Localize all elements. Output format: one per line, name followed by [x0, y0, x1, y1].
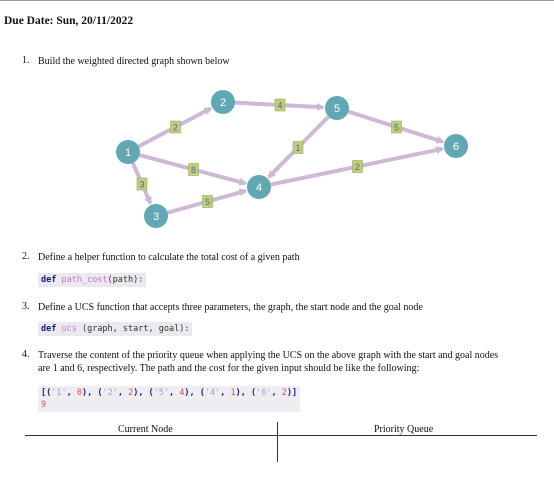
output-comma: ,	[220, 388, 231, 398]
edge-weight-label: 5	[393, 122, 400, 133]
code-func-name: path_cost	[61, 275, 108, 285]
q4-text	[38, 349, 548, 375]
graph-node-label: 3	[152, 211, 160, 223]
q2-code	[38, 273, 146, 287]
code-func-name: ucs	[61, 324, 77, 334]
q2-number: 2.	[22, 251, 30, 262]
graph-node-label: 6	[452, 141, 460, 153]
output-cost: 4	[179, 388, 185, 398]
table-header-rule	[25, 435, 537, 436]
q2-text: Define a helper function to calculate the total cost of a given path	[38, 252, 300, 263]
table-header-priority-queue: Priority Queue	[374, 424, 434, 435]
q3-text: Define a UCS function that accepts three parameters, the graph, the start node and the goal node	[38, 302, 423, 313]
output-cost: 2	[128, 388, 134, 398]
graph-node-label: 5	[333, 103, 341, 115]
output-separator: ), (	[235, 388, 257, 398]
q4-text-line2: are 1 and 6, respectively. The path and the cost for the given input should be like the following:	[38, 363, 420, 374]
output-node: '4'	[204, 388, 221, 398]
table-column-divider	[277, 422, 278, 462]
output-node: '6'	[256, 388, 272, 398]
edge-weight-label: 1	[295, 143, 301, 153]
output-node: '2'	[102, 388, 118, 398]
output-node: '1'	[51, 388, 67, 398]
graph-node-label: 1	[124, 147, 132, 159]
edge-weight-label: 2	[172, 122, 179, 133]
q3-number: 3.	[22, 301, 30, 312]
output-comma: ,	[271, 388, 282, 398]
output-cost: 0	[76, 388, 82, 398]
output-close: )]	[286, 388, 298, 398]
due-date: Due Date: Sun, 20/11/2022	[4, 15, 134, 27]
output-comma: ,	[117, 388, 129, 398]
graph-node-label: 2	[219, 97, 227, 109]
q1-text: Build the weighted directed graph shown below	[38, 56, 230, 67]
edge-weight-label: 3	[139, 179, 145, 190]
code-args: (path):	[107, 275, 144, 285]
code-keyword: def	[41, 324, 57, 334]
output-total: 9	[41, 400, 47, 410]
output-comma: ,	[169, 388, 180, 398]
code-args: (graph, start, goal):	[76, 324, 190, 334]
q4-number: 4.	[22, 349, 30, 360]
table-header-current-node: Current Node	[118, 424, 173, 435]
output-cost: 2	[281, 388, 287, 398]
q4-text-line1: Traverse the content of the priority queue when applying the UCS on the above graph with the start and goal nodes	[38, 350, 499, 361]
output-open: [(	[41, 388, 52, 398]
edge-weight-label: 4	[277, 100, 283, 111]
output-separator: ), (	[133, 388, 154, 398]
output-cost: 1	[230, 388, 236, 398]
edge-weight-label: 8	[190, 165, 197, 175]
output-separator: ), (	[81, 388, 103, 398]
output-comma: ,	[66, 388, 77, 398]
q4-output	[38, 386, 300, 412]
code-keyword: def	[41, 275, 57, 285]
output-node: '5'	[153, 388, 170, 398]
edge-weight-label: 5	[204, 197, 211, 207]
edge-weight-label: 2	[354, 162, 361, 172]
graph-node-label: 4	[255, 182, 263, 194]
q1-number: 1.	[22, 55, 30, 66]
q3-code	[38, 322, 192, 336]
output-separator: ), (	[184, 388, 205, 398]
